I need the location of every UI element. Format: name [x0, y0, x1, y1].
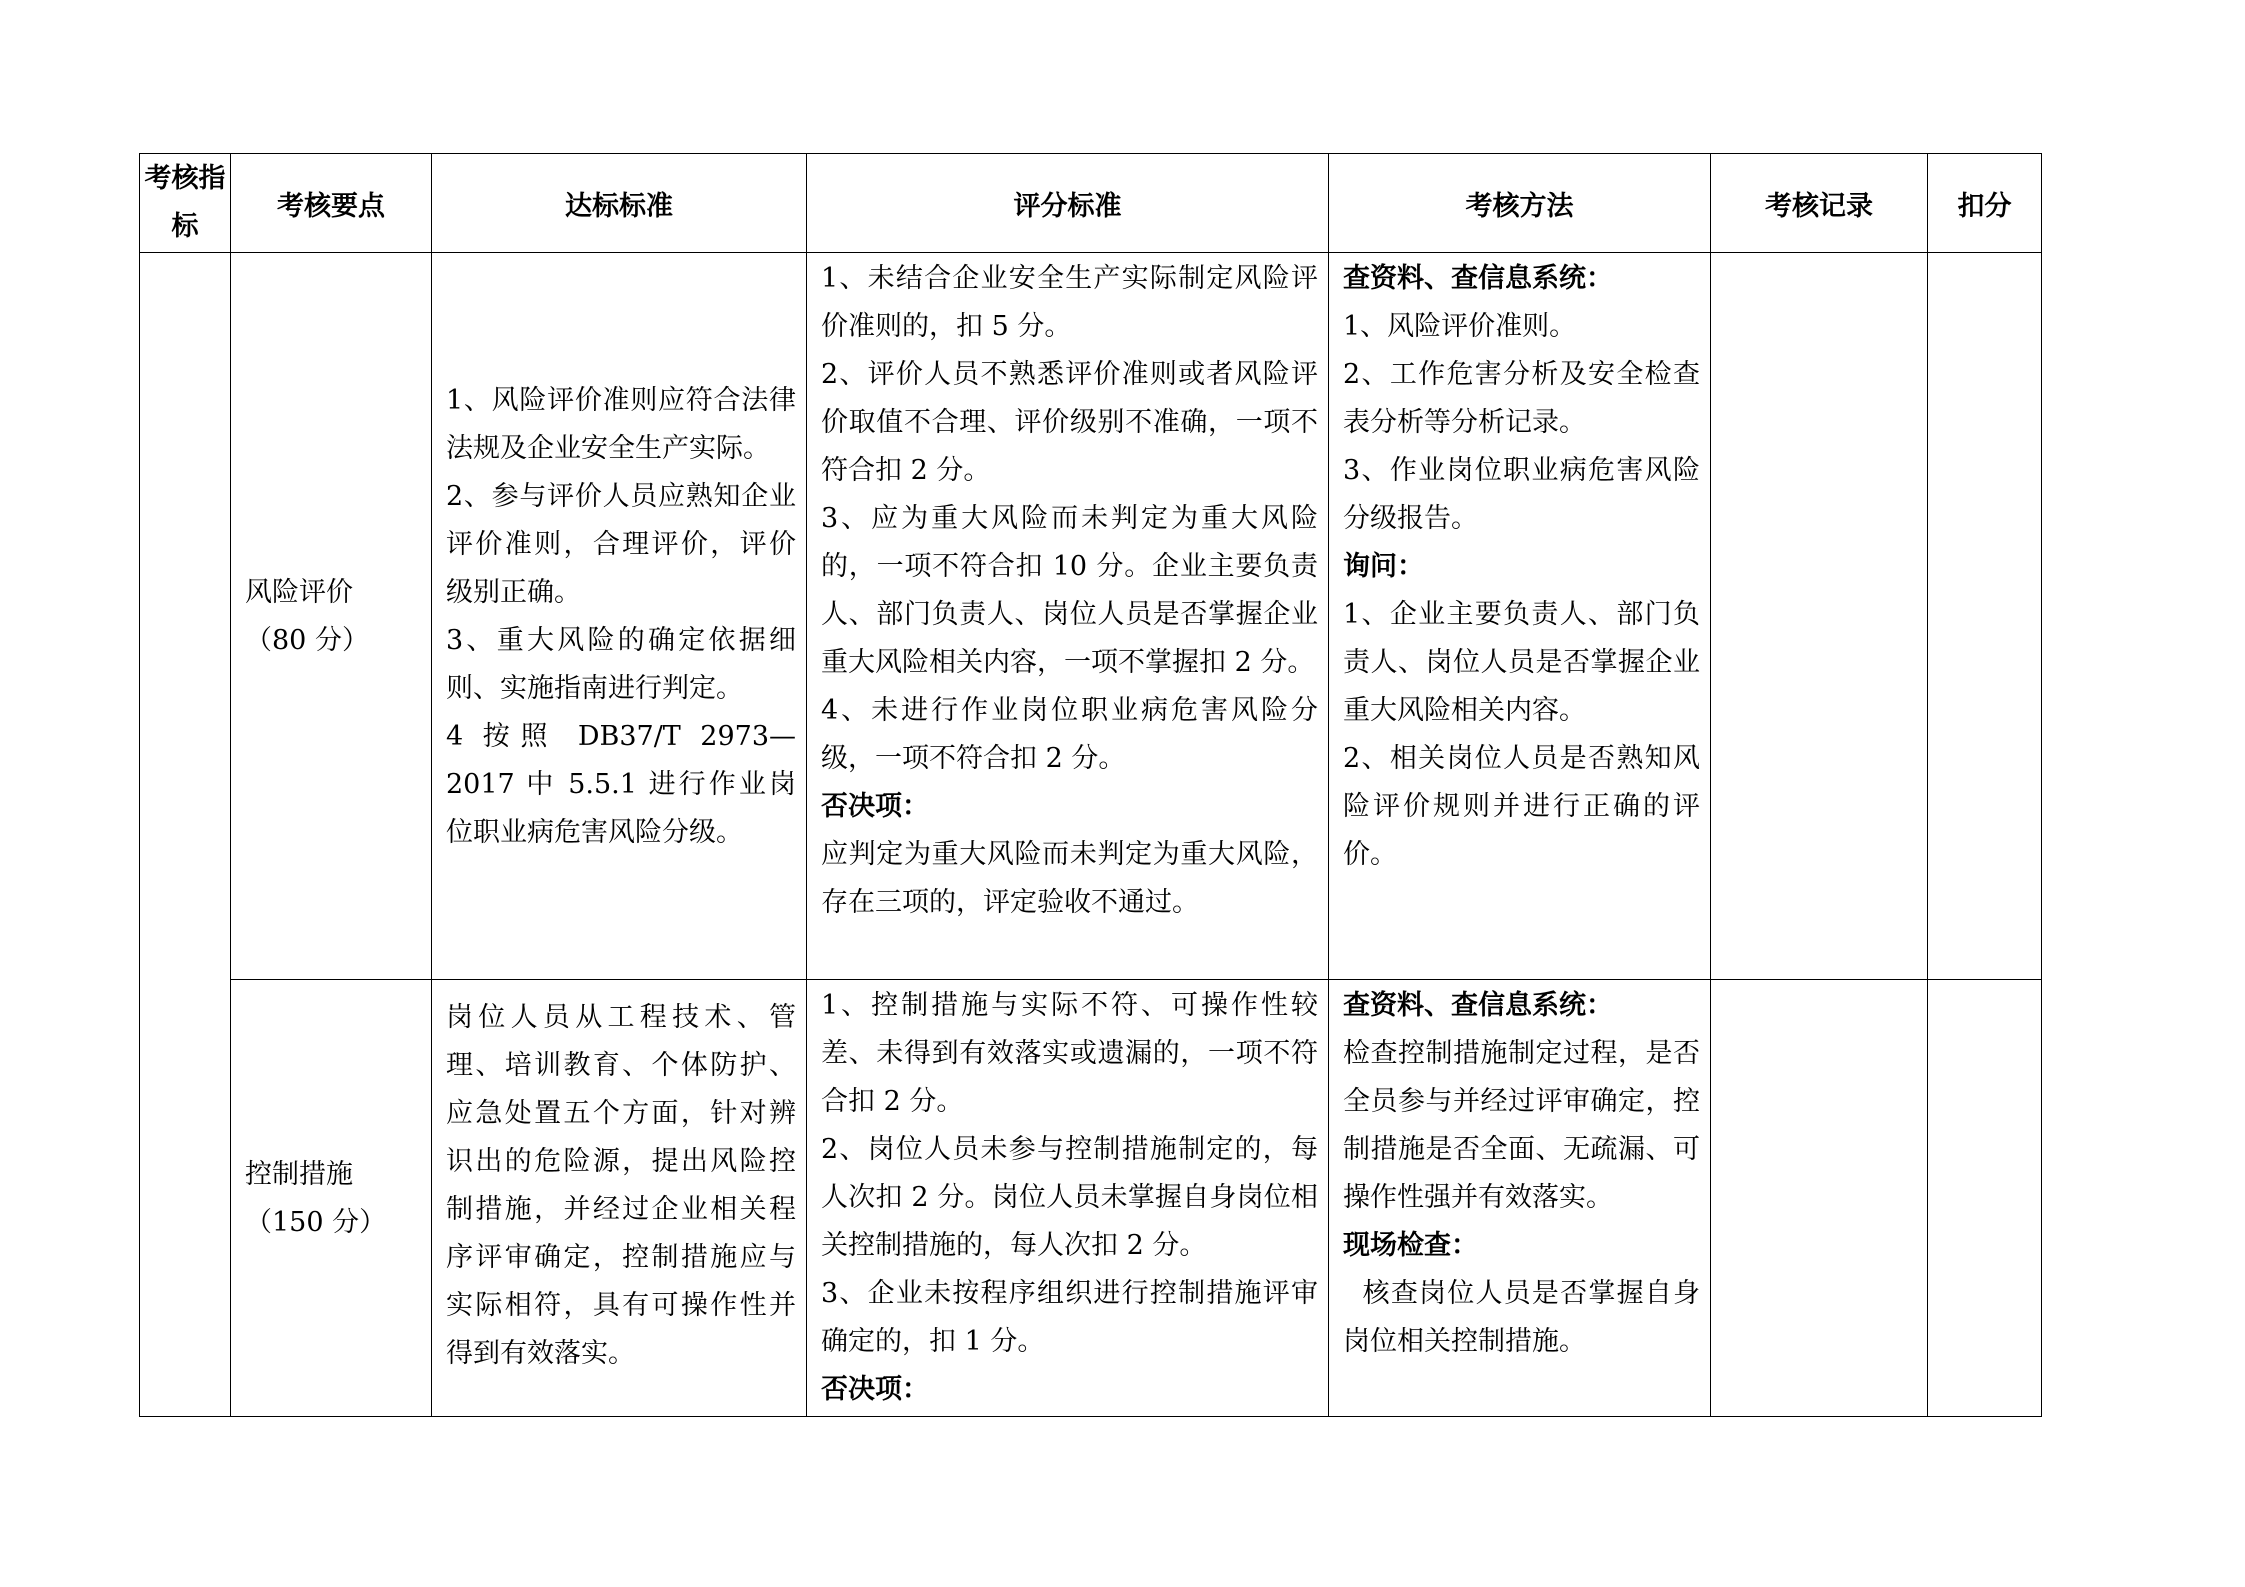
point-name: 控制措施 [245, 1159, 353, 1190]
header-indicator: 考核指标 [140, 154, 231, 253]
point-cell-risk-evaluation [231, 253, 432, 980]
veto-title: 否决项： [821, 1374, 929, 1405]
header-standard: 达标标准 [432, 154, 807, 253]
header-record: 考核记录 [1711, 154, 1928, 253]
deduction-cell [1928, 253, 2042, 980]
method-item: 1、风险评价准则。 [1343, 311, 1577, 342]
veto-text: 应判定为重大风险而未判定为重大风险，存在三项的，评定验收不通过。 [821, 839, 1318, 918]
method-item: 2、相关岗位人员是否熟知风险评价规则并进行正确的评价。 [1343, 743, 1700, 870]
header-row [140, 154, 2042, 253]
veto-title: 否决项： [821, 791, 929, 822]
deduction-cell [1928, 980, 2042, 1417]
method-item: 检查控制措施制定过程，是否全员参与并经过评审确定，控制措施是否全面、无疏漏、可操作性强并有效落实。 [1343, 1038, 1700, 1213]
scoring-cell [807, 980, 1329, 1417]
header-deduction: 扣分 [1928, 154, 2042, 253]
point-score: （150 分） [245, 1207, 387, 1238]
standard-item: 2、参与评价人员应熟知企业评价准则，合理评价，评价级别正确。 [446, 481, 796, 608]
method-title: 查资料、查信息系统： [1343, 990, 1613, 1021]
point-cell-control-measures [231, 980, 432, 1417]
scoring-item: 1、控制措施与实际不符、可操作性较差、未得到有效落实或遗漏的，一项不符合扣 2 分。 [821, 990, 1318, 1117]
header-method: 考核方法 [1329, 154, 1711, 253]
scoring-item: 1、未结合企业安全生产实际制定风险评价准则的，扣 5 分。 [821, 263, 1318, 342]
standard-cell [432, 253, 807, 980]
standard-item: 4 按照 DB37/T 2973—2017 中 5.5.1 进行作业岗位职业病危害风险分级。 [446, 721, 796, 848]
standard-cell [432, 980, 807, 1417]
point-score: （80 分） [245, 625, 369, 656]
standard-item: 3、重大风险的确定依据细则、实施指南进行判定。 [446, 625, 796, 704]
method-title: 查资料、查信息系统： [1343, 263, 1613, 294]
method-cell [1329, 980, 1711, 1417]
method-item: 2、工作危害分析及安全检查表分析等分析记录。 [1343, 359, 1700, 438]
scoring-cell [807, 253, 1329, 980]
header-scoring: 评分标准 [807, 154, 1329, 253]
scoring-item: 2、岗位人员未参与控制措施制定的，每人次扣 2 分。岗位人员未掌握自身岗位相关控制措施的，每人次扣 2 分。 [821, 1134, 1318, 1261]
standard-item: 岗位人员从工程技术、管理、培训教育、个体防护、应急处置五个方面，针对辨识出的危险源，提出风险控制措施，并经过企业相关程序评审确定，控制措施应与实际相符，具有可操作性并得到有效落实。 [446, 1002, 796, 1369]
standard-item: 1、风险评价准则应符合法律法规及企业安全生产实际。 [446, 385, 796, 464]
method-item: 3、作业岗位职业病危害风险分级报告。 [1343, 455, 1700, 534]
table-row [140, 253, 2042, 980]
method-cell [1329, 253, 1711, 980]
scoring-item: 2、评价人员不熟悉评价准则或者风险评价取值不合理、评价级别不准确，一项不符合扣 2 分。 [821, 359, 1318, 486]
indicator-cell [140, 253, 231, 1417]
method-title: 询问： [1343, 551, 1424, 582]
scoring-item: 3、企业未按程序组织进行控制措施评审确定的，扣 1 分。 [821, 1278, 1318, 1357]
method-item: 1、企业主要负责人、部门负责人、岗位人员是否掌握企业重大风险相关内容。 [1343, 599, 1700, 726]
scoring-item: 3、应为重大风险而未判定为重大风险的，一项不符合扣 10 分。企业主要负责人、部门负责人、岗位人员是否掌握企业重大风险相关内容，一项不掌握扣 2 分。 [821, 503, 1318, 678]
point-name: 风险评价 [245, 577, 353, 608]
header-point: 考核要点 [231, 154, 432, 253]
record-cell [1711, 253, 1928, 980]
scoring-item: 4、未进行作业岗位职业病危害风险分级，一项不符合扣 2 分。 [821, 695, 1318, 774]
record-cell [1711, 980, 1928, 1417]
table-row [140, 980, 2042, 1417]
assessment-table [139, 153, 2042, 1417]
method-item: 核查岗位人员是否掌握自身岗位相关控制措施。 [1343, 1278, 1701, 1357]
method-title: 现场检查： [1343, 1230, 1478, 1261]
